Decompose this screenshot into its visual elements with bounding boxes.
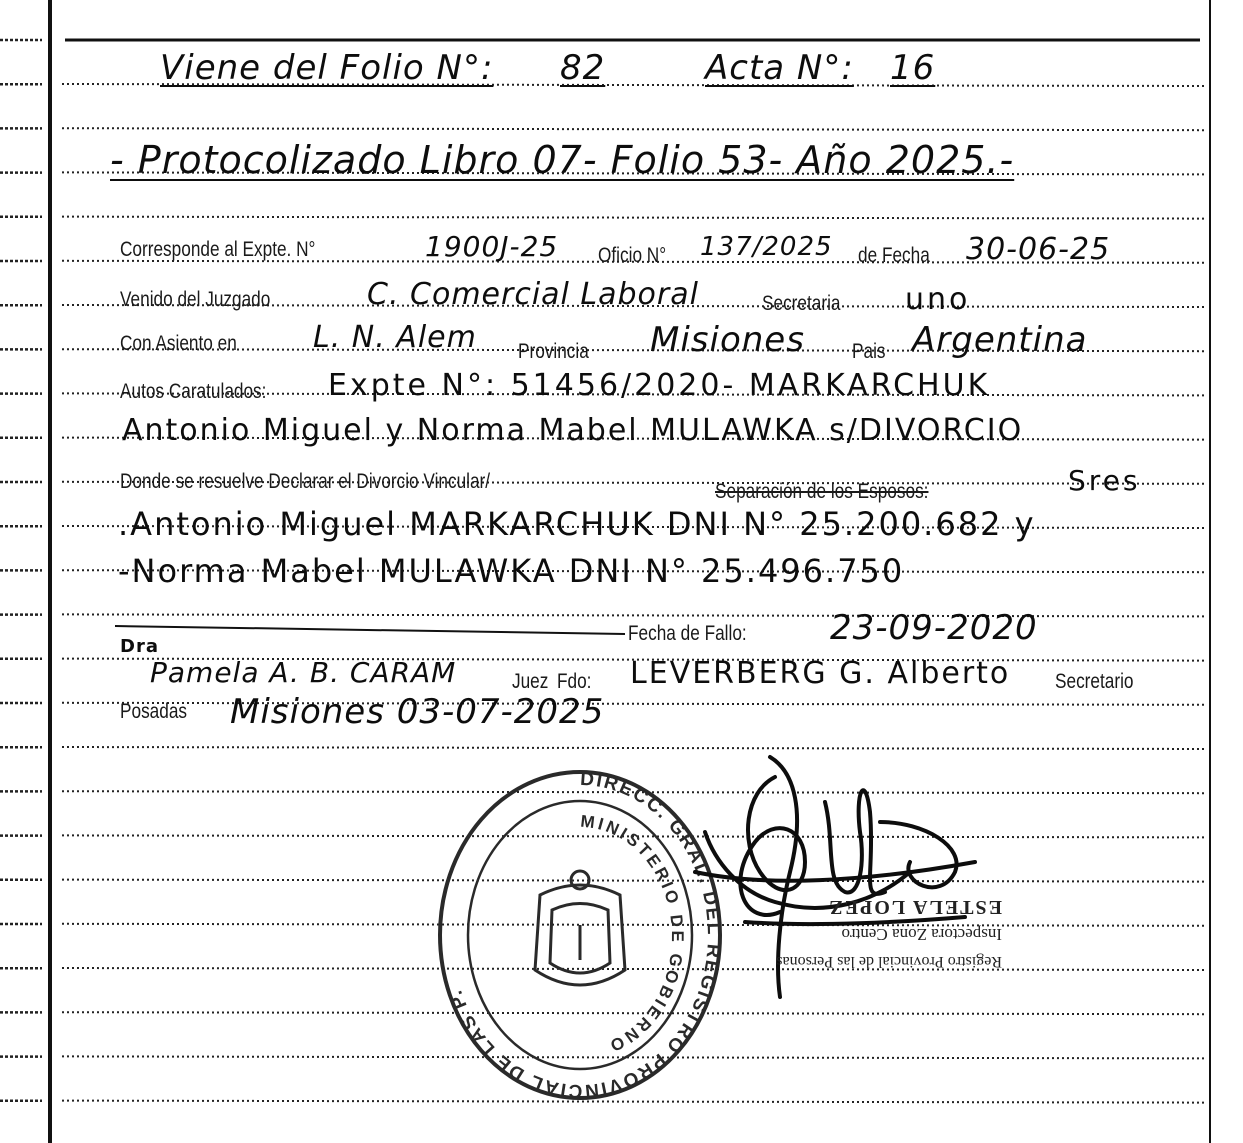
esposa-line: -Norma Mabel MULAWKA DNI N° 25.496.750	[118, 552, 905, 590]
protocolo-line: - Protocolizado Libro 07- Folio 53- Año 2025.-	[110, 138, 1015, 182]
asiento-value: L. N. Alem	[313, 320, 477, 355]
fecha-value: 30-06-25	[966, 232, 1111, 267]
ruled-line	[62, 128, 1205, 130]
seal-outer-text: DIRECC. GRAL. DEL REGISTRO PROVINCIAL DE LAS P.	[444, 768, 725, 1102]
corresponde-label: Corresponde al Expte. N°	[120, 238, 316, 261]
signature-stamp	[712, 895, 1002, 970]
juez-value: Pamela A. B. CARAM	[150, 656, 457, 689]
coat-of-arms-emblem	[535, 871, 625, 985]
fdo-label: Fdo:	[557, 670, 592, 693]
viene-folio-value: 82	[560, 48, 606, 88]
asiento-label: Con Asiento en	[120, 332, 237, 355]
posadas-label: Posadas	[120, 700, 188, 723]
pais-label: Pais	[852, 340, 886, 363]
venido-value: C. Comercial Laboral	[367, 277, 699, 312]
oficio-value: 137/2025	[700, 232, 833, 262]
juez-label: Juez	[512, 670, 549, 693]
secretario-label: Secretario	[1055, 670, 1134, 693]
provincia-value: Misiones	[650, 320, 805, 360]
fecha-label: de Fecha	[858, 244, 930, 267]
svg-text:MINISTERIO DE GOBIERNO	[580, 812, 687, 1057]
fallo-value: 23-09-2020	[830, 608, 1038, 648]
signature-stamp-line3: ESTELA LOPEZ	[827, 896, 1002, 918]
donde-label: Donde se resuelve Declarar el Divorcio Vincular/	[120, 470, 491, 493]
signature-stamp-line2: Inspectora Zona Centro	[841, 925, 1002, 944]
autos-value-2: Antonio Miguel y Norma Mabel MULAWKA s/DIVORCIO	[122, 413, 1024, 448]
ruled-line	[62, 747, 1205, 749]
acta-label: Acta N°:	[705, 48, 854, 88]
secretaria-value: uno	[905, 282, 971, 317]
signature-stamp-line1: Registro Provincial de las Personas	[776, 953, 1002, 970]
posadas-value: Misiones 03-07-2025	[230, 692, 605, 732]
ruled-line	[62, 217, 1205, 219]
autos-label: Autos Caratulados:	[120, 380, 267, 403]
dra-prefix: Dra	[120, 636, 159, 657]
esposo-line: .Antonio Miguel MARKARCHUK DNI N° 25.200.682 y	[118, 505, 1036, 543]
provincia-label: Provincia	[518, 340, 589, 363]
seal-inner-text: MINISTERIO DE GOBIERNO	[579, 811, 687, 1057]
autos-value-1: Expte N°: 51456/2020- MARKARCHUK	[328, 368, 991, 403]
viene-folio-label: Viene del Folio N°:	[160, 48, 494, 88]
fallo-label: Fecha de Fallo:	[628, 622, 747, 645]
oficio-label: Oficio N°	[598, 244, 667, 267]
secretaria-label: Secretaria	[762, 292, 841, 315]
corresponde-value: 1900J-25	[425, 230, 559, 263]
pais-value: Argentina	[912, 320, 1088, 360]
donde-value: Sres	[1068, 464, 1141, 497]
secretario-value: LEVERBERG G. Alberto	[630, 656, 1011, 691]
venido-label: Venido del Juzgado	[120, 288, 271, 311]
donde-struck-text: Separación de los Esposos:	[715, 480, 929, 503]
acta-value: 16	[890, 48, 936, 88]
